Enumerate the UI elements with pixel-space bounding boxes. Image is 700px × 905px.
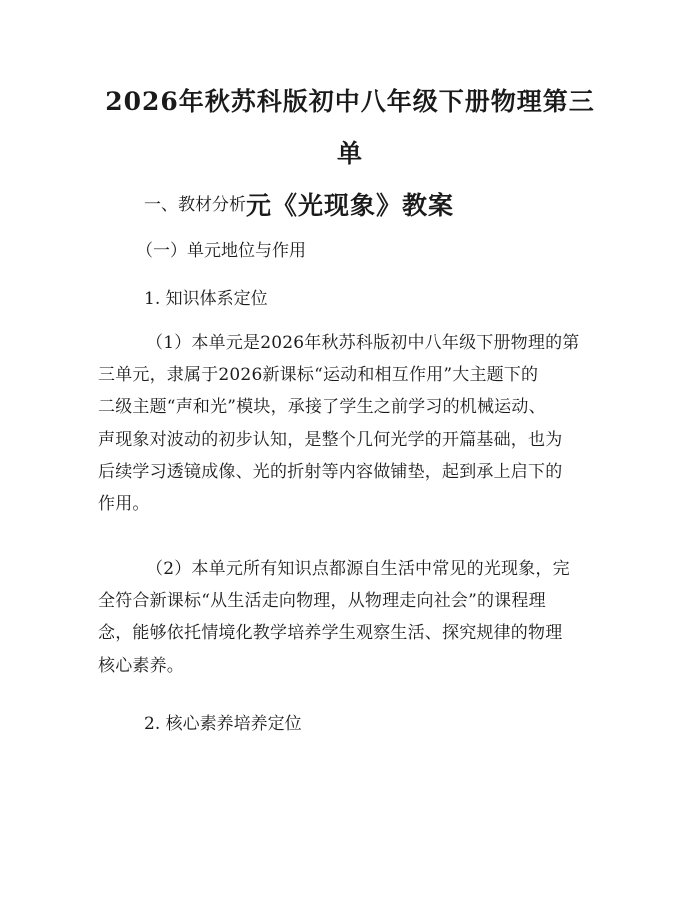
paragraph-2-line: 念，能够依托情境化教学培养学生观察生活、探究规律的物理 (98, 623, 563, 644)
paragraph-1-line: 二级主题“声和光”模块，承接了学生之前学习的机械运动、 (98, 397, 546, 418)
title-line-1: 2026年秋苏科版初中八年级下册物理第三单 (105, 87, 595, 168)
paragraph-1-line: （1）本单元是2026年秋苏科版初中八年级下册物理的第 (146, 333, 580, 353)
paragraph-1-line: 声现象对波动的初步认知，是整个几何光学的开篇基础，也为 (98, 429, 563, 450)
title-line-2: 元《光现象》教案 (245, 191, 454, 220)
subsection-heading: （一）单元地位与作用 (136, 241, 306, 261)
section-heading: 一、教材分析 (144, 195, 246, 215)
paragraph-2-line: （2）本单元所有知识点都源自生活中常见的光现象，完 (146, 559, 570, 579)
paragraph-2-line: 核心素养。 (98, 655, 184, 676)
paragraph-1-line: 作用。 (98, 494, 150, 515)
item-heading-2: 2. 核心素养培养定位 (144, 714, 302, 734)
paragraph-2-line: 全符合新课标“从生活走向物理，从物理走向社会”的课程理 (98, 591, 546, 612)
item-heading-1: 1. 知识体系定位 (144, 289, 268, 309)
paragraph-1-line: 三单元，隶属于2026新课标“运动和相互作用”大主题下的 (98, 365, 539, 386)
paragraph-1-line: 后续学习透镜成像、光的折射等内容做铺垫，起到承上启下的 (98, 461, 563, 482)
paragraph-1 (98, 327, 602, 520)
paragraph-2 (98, 553, 602, 682)
